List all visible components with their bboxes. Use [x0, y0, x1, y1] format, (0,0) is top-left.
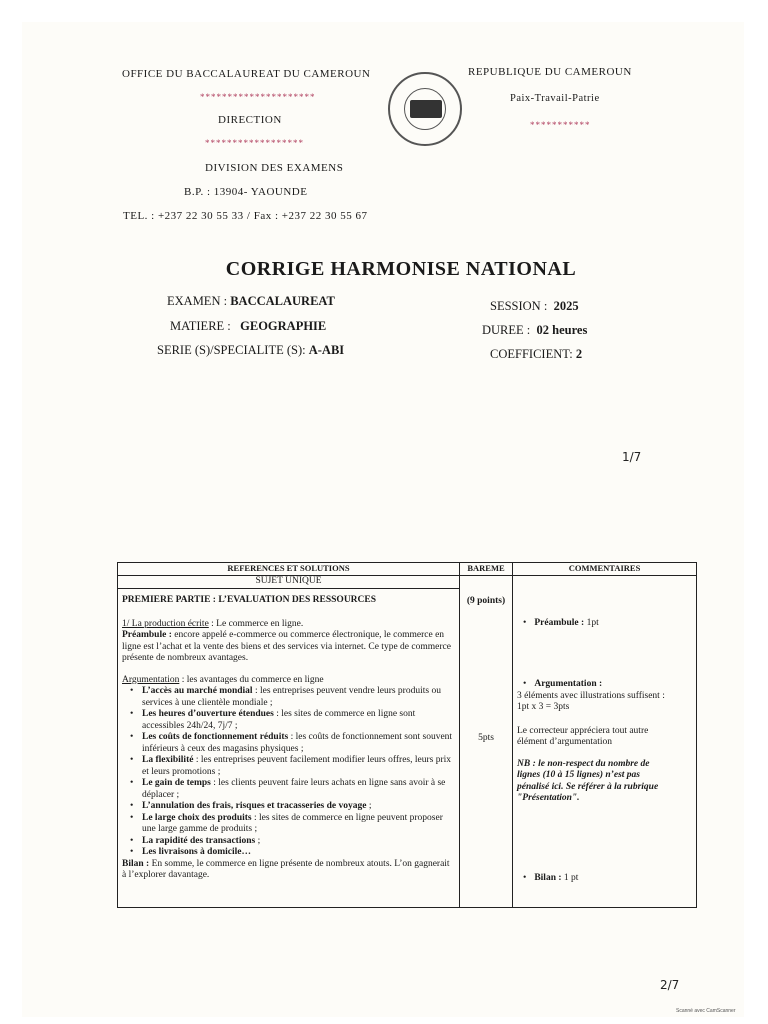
list-item	[132, 836, 455, 848]
bareme-value: 5pts	[478, 733, 494, 743]
comments-cell	[513, 575, 697, 908]
item-bold: L’accès au marché mondial	[142, 686, 253, 696]
comment-nb: NB : le non-respect du nombre de lignes (10 à 15 lignes) n’est pas pénalisé ici. Se référer à la rubrique "Présentation".	[517, 758, 659, 803]
item-bold: La rapidité des transactions	[142, 835, 256, 846]
decorative-dots: *********************	[200, 92, 316, 102]
division-label: DIVISION DES EXAMENS	[205, 162, 344, 174]
bilan-text: En somme, le commerce en ligne présente de nombreux atouts. L’on gagnerait à l’explorer davantage.	[122, 858, 450, 880]
bilan-block	[122, 859, 455, 882]
table-body-row	[118, 575, 697, 908]
argument-list	[122, 686, 455, 859]
session-value: 2025	[553, 299, 579, 313]
references-cell	[118, 575, 460, 908]
list-item	[132, 813, 455, 836]
preamble-label: Préambule :	[122, 630, 172, 640]
exam-label: EXAMEN :	[167, 294, 228, 308]
comment-corrector: Le correcteur appréciera tout autre élément d’argumentation	[517, 725, 649, 747]
part-title: PREMIERE PARTIE : L’EVALUATION DES RESSOURCES	[122, 595, 377, 605]
item-bold: Le large choix des produits	[142, 812, 252, 823]
seal-logo-mark	[410, 100, 442, 118]
header-references: REFERENCES ET SOLUTIONS	[118, 563, 460, 576]
list-item	[132, 778, 455, 801]
duration-label: DUREE :	[482, 323, 531, 337]
item-text: : les sites de commerce en ligne peuvent proposer une large gamme de produits ;	[142, 812, 443, 834]
list-item	[132, 801, 455, 813]
header-bareme: BAREME	[460, 563, 513, 576]
comment-preamble: • Préambule : 1pt	[523, 618, 599, 630]
series-value: A-ABI	[308, 343, 345, 357]
comment-argumentation: • Argumentation :	[523, 679, 602, 691]
item-bold: Le gain de temps	[142, 778, 211, 788]
argument-label: Argumentation	[122, 674, 180, 685]
production-text: : Le commerce en ligne.	[208, 618, 304, 629]
exam-line	[167, 294, 335, 309]
session-label: SESSION :	[490, 299, 548, 313]
scanner-watermark: Scanné avec CamScanner	[676, 1008, 736, 1014]
office-name: OFFICE DU BACCALAUREAT DU CAMEROUN	[122, 68, 371, 80]
comment-bilan: • Bilan : 1 pt	[523, 873, 578, 885]
list-item	[132, 686, 455, 709]
list-item	[132, 732, 455, 755]
header-comments: COMMENTAIRES	[513, 563, 697, 576]
part-points: (9 points)	[466, 595, 506, 606]
national-motto: Paix-Travail-Patrie	[510, 93, 600, 104]
bareme-cell	[460, 575, 513, 908]
coefficient-value: 2	[575, 347, 583, 361]
list-item	[132, 847, 455, 859]
decorative-dots: ******************	[205, 138, 304, 148]
page-mark-second: 2/7	[660, 978, 680, 992]
item-bold: Les livraisons à domicile…	[142, 847, 251, 857]
republic-name: REPUBLIQUE DU CAMEROUN	[468, 66, 632, 78]
subject-value: GEOGRAPHIE	[240, 319, 327, 333]
list-item	[132, 709, 455, 732]
preamble-block	[122, 619, 455, 665]
production-label: 1/ La production écrite	[122, 618, 209, 629]
item-text: : les entreprises peuvent facilement modifier leurs offres, leurs prix et leurs promotions ;	[142, 755, 452, 777]
list-item	[132, 755, 455, 778]
argument-text: : les avantages du commerce en ligne	[179, 674, 324, 685]
item-text: : les clients peuvent faire leurs achats en ligne sans avoir à se déplacer ;	[142, 778, 446, 800]
office-seal-stamp	[388, 72, 462, 146]
contact-phone: TEL. : +237 22 30 55 33 / Fax : +237 22 30 55 67	[123, 210, 368, 222]
item-text: : les coûts de fonctionnement sont souvent inférieurs à ceux des magasins physiques ;	[142, 732, 453, 754]
item-bold: Les coûts de fonctionnement réduits	[142, 732, 289, 742]
subject-subtitle: SUJET UNIQUE	[118, 576, 459, 590]
coefficient-line	[490, 347, 582, 362]
item-text: : les entreprises peuvent vendre leurs produits ou services à une clientèle mondiale ;	[142, 686, 441, 708]
duration-value: 02 heures	[536, 323, 588, 337]
item-text: : les sites de commerce en ligne sont accessibles 24h/24, 7j/7 ;	[142, 709, 416, 731]
subject-label: MATIERE :	[170, 319, 231, 333]
subject-line	[170, 319, 326, 334]
item-bold: La flexibilité	[142, 755, 194, 765]
item-bold: Les heures d’ouverture étendues	[142, 709, 274, 719]
item-bold: L’annulation des frais, risques et tracasseries de voyage	[142, 801, 367, 811]
argument-intro	[122, 675, 455, 687]
exam-value: BACCALAUREAT	[230, 294, 335, 308]
postal-box: B.P. : 13904- YAOUNDE	[184, 186, 308, 198]
comment-arg-detail: 3 éléments avec illustrations suffisent : 1pt x 3 = 3pts	[517, 690, 665, 712]
duration-line	[482, 323, 587, 338]
comments-content	[517, 578, 692, 906]
document-title: CORRIGE HARMONISE NATIONAL	[225, 258, 577, 280]
coefficient-label: COEFFICIENT:	[490, 347, 573, 361]
direction-label: DIRECTION	[218, 114, 282, 126]
item-text: ;	[255, 835, 261, 846]
item-text: ;	[366, 801, 372, 811]
correction-table	[117, 562, 697, 908]
decorative-dots: ***********	[530, 120, 591, 130]
preamble-text: encore appelé e-commerce ou commerce électronique, le commerce en ligne est l’achat et la vente des biens et des services via internet. Ce type de commerce présente de nombreux avantages.	[122, 630, 451, 663]
bilan-label: Bilan :	[122, 858, 150, 869]
session-line	[490, 299, 579, 314]
page-mark-first: 1/7	[622, 450, 642, 464]
series-label: SERIE (S)/SPECIALITE (S):	[157, 343, 306, 357]
table-header-row	[118, 563, 697, 576]
series-line	[157, 343, 344, 358]
